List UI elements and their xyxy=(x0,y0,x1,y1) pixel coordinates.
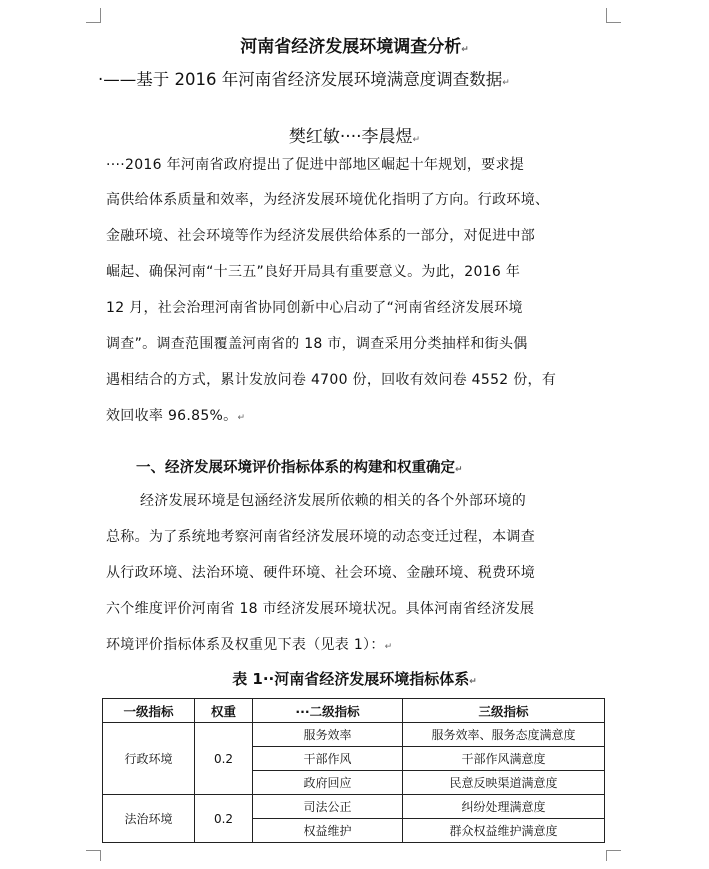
header-level1: 一级指标 xyxy=(103,699,195,723)
cell-level1: 行政环境 xyxy=(103,723,195,795)
cell-level3: 民意反映渠道满意度 xyxy=(403,771,605,795)
cell-level2: 干部作风 xyxy=(253,747,403,771)
header-level2: ···二级指标 xyxy=(253,699,403,723)
paragraph-line: 金融环境、社会环境等作为经济发展供给体系的一部分，对促进中部 xyxy=(106,228,535,244)
document-title: 河南省经济发展环境调查分析↵ xyxy=(240,37,469,57)
paragraph-line: 高供给体系质量和效率，为经济发展环境优化指明了方向。行政环境、 xyxy=(106,192,550,208)
cell-level1: 法治环境 xyxy=(103,795,195,843)
document-authors: 樊红敏····李晨煜↵ xyxy=(288,127,421,147)
paragraph-line: 从行政环境、法治环境、硬件环境、社会环境、金融环境、税费环境 xyxy=(106,565,535,581)
paragraph-line: 总称。为了系统地考察河南省经济发展环境的动态变迁过程，本调查 xyxy=(106,529,535,545)
cell-level2: 服务效率 xyxy=(253,723,403,747)
page-corner-top-left xyxy=(86,8,101,23)
paragraph-line: 12 月，社会治理河南省协同创新中心启动了“河南省经济发展环境 xyxy=(106,300,523,316)
cell-level3: 干部作风满意度 xyxy=(403,747,605,771)
paragraph-line: 调查”。调查范围覆盖河南省的 18 市，调查采用分类抽样和街头偶 xyxy=(106,336,528,352)
table-row xyxy=(103,795,605,819)
document-subtitle: ·——基于 2016 年河南省经济发展环境满意度调查数据↵ xyxy=(98,70,510,89)
paragraph-line: 效回收率 96.85%。↵ xyxy=(106,408,246,424)
page-corner-bottom-left xyxy=(86,850,101,861)
paragraph-line: 六个维度评价河南省 18 市经济发展环境状况。具体河南省经济发展 xyxy=(106,601,535,617)
page-corner-top-right xyxy=(606,8,621,23)
paragraph-line: ····2016 年河南省政府提出了促进中部地区崛起十年规划，要求提 xyxy=(106,157,525,173)
cell-level2: 权益维护 xyxy=(253,819,403,843)
paragraph-line: 遇相结合的方式，累计发放问卷 4700 份，回收有效问卷 4552 份，有 xyxy=(106,372,557,388)
paragraph-line: 经济发展环境是包涵经济发展所依赖的相关的各个外部环境的 xyxy=(140,493,527,509)
indicator-table xyxy=(102,698,605,843)
cell-level2: 政府回应 xyxy=(253,771,403,795)
paragraph-line: 崛起、确保河南“十三五”良好开局具有重要意义。为此，2016 年 xyxy=(106,264,521,280)
cell-level3: 服务效率、服务态度满意度 xyxy=(403,723,605,747)
paragraph-line: 环境评价指标体系及权重见下表（见表 1）：↵ xyxy=(106,637,393,653)
page-corner-bottom-right xyxy=(606,850,621,861)
table-row xyxy=(103,723,605,747)
section-heading: 一、经济发展环境评价指标体系的构建和权重确定↵ xyxy=(136,460,463,476)
table-caption: 表 1··河南省经济发展环境指标体系↵ xyxy=(232,670,477,688)
cell-level3: 纠纷处理满意度 xyxy=(403,795,605,819)
cell-level3: 群众权益维护满意度 xyxy=(403,819,605,843)
cell-level2: 司法公正 xyxy=(253,795,403,819)
header-weight: 权重 xyxy=(195,699,253,723)
cell-weight: 0.2 xyxy=(195,723,253,795)
table-header-row xyxy=(103,699,605,723)
cell-weight: 0.2 xyxy=(195,795,253,843)
header-level3: 三级指标 xyxy=(403,699,605,723)
